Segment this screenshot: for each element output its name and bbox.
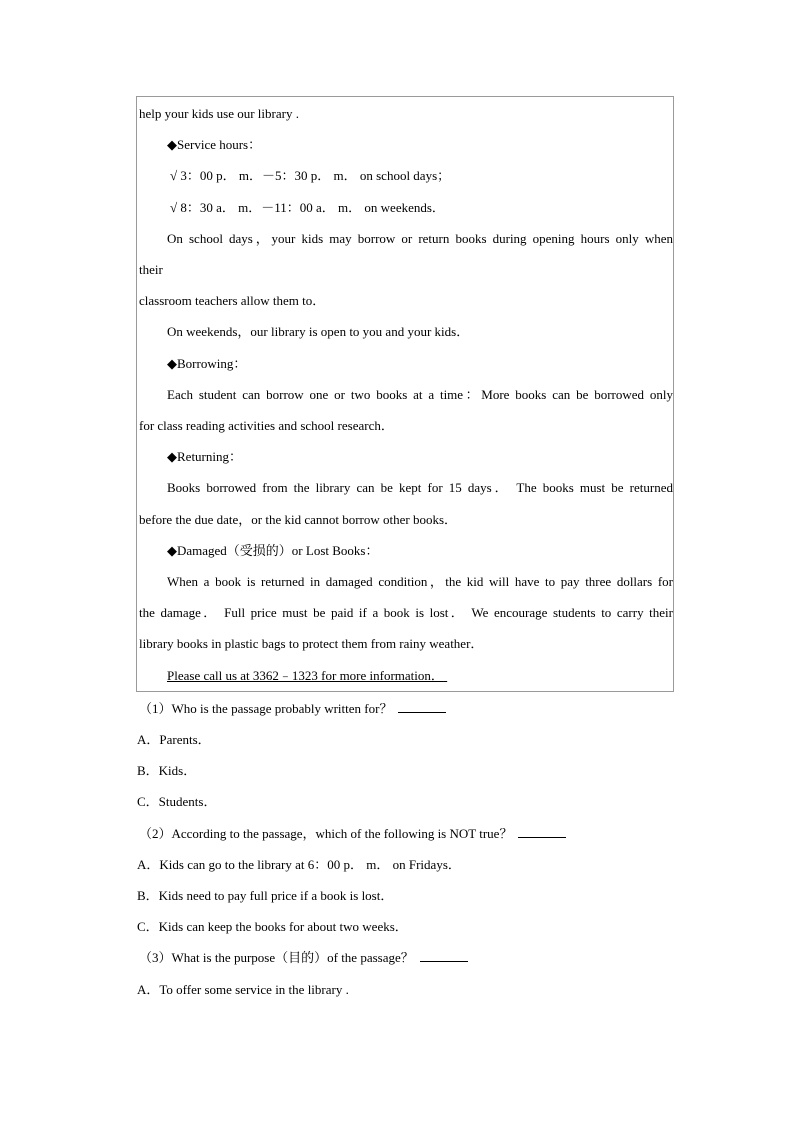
question-1 bbox=[139, 701, 446, 717]
passage-line: help your kids use our library . bbox=[139, 106, 299, 121]
answer-blank[interactable] bbox=[518, 827, 566, 838]
hours-weekends: √ 8：30 a． m．－11：00 a． m． on weekends． bbox=[170, 200, 445, 215]
school-days-paragraph-line: their bbox=[139, 262, 163, 277]
option-a[interactable]: A．To offer some service in the library . bbox=[137, 982, 349, 997]
weekends-paragraph: On weekends，our library is open to you and your kids． bbox=[167, 324, 470, 339]
option-c[interactable]: C．Kids can keep the books for about two weeks． bbox=[137, 919, 408, 934]
returning-heading: ◆Returning： bbox=[167, 449, 242, 464]
returning-paragraph-line: before the due date，or the kid cannot borrow other books． bbox=[139, 512, 458, 527]
question-stem: （3）What is the purpose（目的）of the passage？ bbox=[139, 950, 414, 965]
question-stem: （2）According to the passage，which of the following is NOT true？ bbox=[139, 826, 513, 841]
borrowing-paragraph-line: for class reading activities and school research． bbox=[139, 418, 394, 433]
school-days-paragraph-line: classroom teachers allow them to． bbox=[139, 293, 326, 308]
option-a[interactable]: A．Kids can go to the library at 6：00 p． m． on Fridays． bbox=[137, 857, 461, 872]
contact-line bbox=[139, 668, 447, 684]
option-b[interactable]: B．Kids need to pay full price if a book is lost． bbox=[137, 888, 394, 903]
contact-text: Please call us at 3362﹣1323 for more information． bbox=[167, 668, 444, 683]
question-2 bbox=[139, 826, 566, 842]
option-a[interactable]: A．Parents． bbox=[137, 732, 211, 747]
question-stem: （1）Who is the passage probably written for？ bbox=[139, 701, 393, 716]
returning-paragraph-line: Books borrowed from the library can be kept for 15 days． The books must be returned bbox=[167, 480, 673, 495]
option-c[interactable]: C．Students． bbox=[137, 794, 217, 809]
damaged-paragraph-line: the damage． Full price must be paid if a book is lost． We encourage students to carry their bbox=[139, 605, 673, 620]
borrowing-heading: ◆Borrowing： bbox=[167, 356, 247, 371]
question-3 bbox=[139, 950, 468, 966]
option-b[interactable]: B．Kids． bbox=[137, 763, 197, 778]
damaged-paragraph-line: When a book is returned in damaged condition，the kid will have to pay three dollars for bbox=[167, 574, 673, 589]
damaged-heading: ◆Damaged（受损的）or Lost Books： bbox=[167, 543, 379, 558]
damaged-paragraph-line: library books in plastic bags to protect them from rainy weather． bbox=[139, 636, 484, 651]
hours-school-days: √ 3：00 p． m．－5：30 p． m． on school days； bbox=[170, 168, 451, 183]
answer-blank[interactable] bbox=[398, 702, 446, 713]
borrowing-paragraph-line: Each student can borrow one or two books at a time：More books can be borrowed only bbox=[167, 387, 673, 402]
answer-blank[interactable] bbox=[420, 951, 468, 962]
school-days-paragraph-line: On school days，your kids may borrow or return books during opening hours only when bbox=[167, 231, 673, 246]
service-hours-heading: ◆Service hours： bbox=[167, 137, 262, 152]
